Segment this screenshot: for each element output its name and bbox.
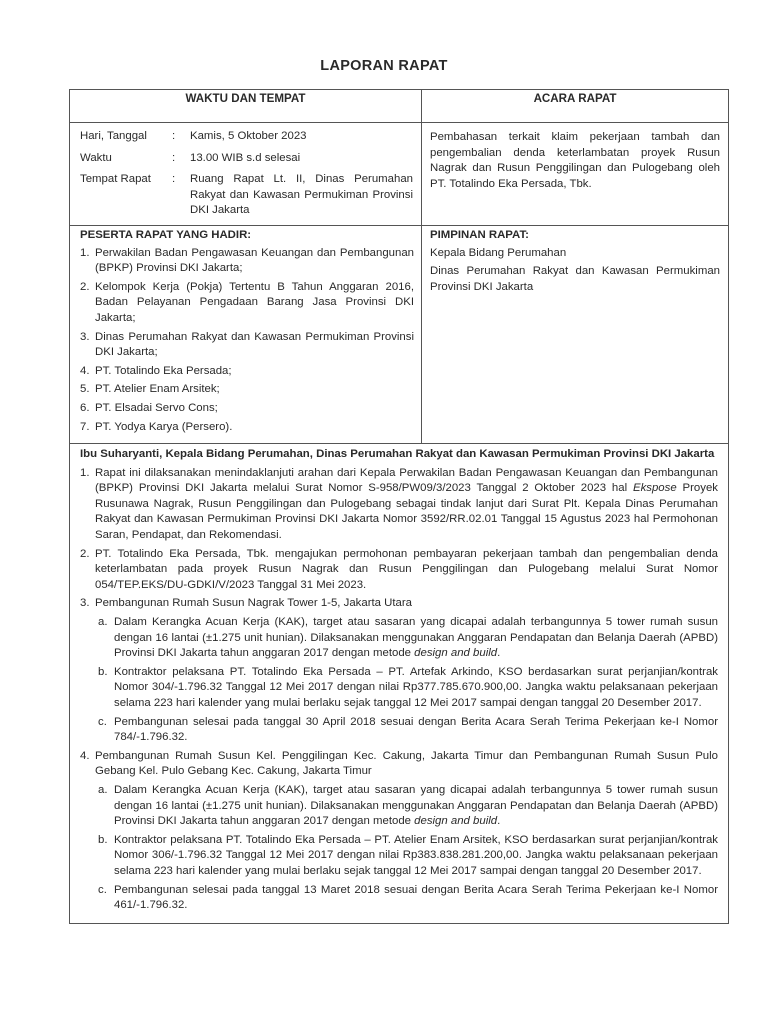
sub-text-part: . xyxy=(497,815,501,828)
point-4-sub-c xyxy=(95,883,718,914)
sub-text-part: Dalam Kerangka Acuan Kerja (KAK), target atau sasaran yang dicapai adalah terbangunnya 5 tower rumah susun dengan 16 lantai (±1.275 unit hunian). Dilaksanakan menggunakan Anggaran Pendapatan dan Belanja Daerah (APBD) Provinsi DKI Jakarta tahun anggaran 2017 dengan metode xyxy=(114,783,718,828)
info-time xyxy=(80,151,413,167)
point-number: 2. xyxy=(80,547,90,560)
point-text: PT. Totalindo Eka Persada, Tbk. mengajukan permohonan pembayaran pekerjaan tambah dan pengembalian denda keterlambatan pada proyek Rusun Nagrak dan Rusun Penggilingan dan Pulogebang melalui Surat Nomor 054/TEP.EKS/DU-GDKI/V/2023 Tanggal 31 Mei 2023. xyxy=(95,547,718,591)
point-number: 4. xyxy=(80,749,90,762)
speaker-heading: Ibu Suharyanti, Kepala Bidang Perumahan, Dinas Perumahan Rakyat dan Kawasan Permukiman Provinsi DKI Jakarta xyxy=(80,448,715,461)
info-date-value: Kamis, 5 Oktober 2023 xyxy=(190,130,307,142)
point-text-part: Rapat ini dilaksanakan menindaklanjuti arahan dari Kepala Perwakilan Badan Pengawasan Keuangan dan Pembangunan (BPKP) Provinsi DKI Jakarta melalui Surat Nomor S-958/PW09/3/2023 Tanggal 2 Oktober 2023 hal xyxy=(95,466,718,495)
sub-text xyxy=(114,783,718,830)
point-3-sub-a xyxy=(95,615,718,662)
participant-text: Dinas Perumahan Rakyat dan Kawasan Permukiman Provinsi DKI Jakarta; xyxy=(95,330,414,359)
participant-text: Perwakilan Badan Pengawasan Keuangan dan Pembangunan (BPKP) Provinsi DKI Jakarta; xyxy=(95,246,414,275)
header-acara-rapat: ACARA RAPAT xyxy=(422,90,729,123)
sub-text: Kontraktor pelaksana PT. Totalindo Eka Persada – PT. Atelier Enam Arsitek, KSO berdasarkan surat perjanjian/kontrak Nomor 306/-1.796.32 Tanggal 12 Mei 2017 dengan nilai Rp383.838.281.200,00. Jangka waktu pelaksanaan pekerjaan selama 223 hari kalender yang mulai berlaku sejak tanggal 12 Mei 2017 sampai dengan tanggal 20 Desember 2017. xyxy=(114,833,718,877)
participant-text: PT. Atelier Enam Arsitek; xyxy=(95,383,220,396)
list-number: 2. xyxy=(80,280,90,293)
point-text: Pembangunan Rumah Susun Nagrak Tower 1-5, Jakarta Utara xyxy=(95,597,413,610)
participant-text: PT. Yodya Karya (Persero). xyxy=(95,420,233,433)
meeting-report-table xyxy=(69,89,729,924)
agenda-text: Pembahasan terkait klaim pekerjaan tambah dan pengembalian denda keterlambatan proyek Rusun Nagrak dan Rusun Penggilingan dan Pulogebang oleh PT. Totalindo Eka Persada, Tbk. xyxy=(422,123,729,226)
point-4-sub-a xyxy=(95,783,718,830)
info-place xyxy=(80,172,413,219)
participant-text: Kelompok Kerja (Pokja) Tertentu B Tahun Anggaran 2016, Badan Pelayanan Pengadaan Barang Jasa Provinsi DKI Jakarta; xyxy=(95,280,414,324)
info-time-value: 13.00 WIB s.d selesai xyxy=(190,151,301,164)
meeting-time-place xyxy=(70,123,422,226)
meeting-chair-cell xyxy=(422,225,729,443)
participants-row xyxy=(70,225,729,443)
meeting-chair-position: Kepala Bidang Perumahan xyxy=(430,246,567,259)
info-separator: : xyxy=(172,130,176,142)
sub-text: Pembangunan selesai pada tanggal 13 Maret 2018 sesuai dengan Berita Acara Serah Terima Pekerjaan ke-I Nomor 461/-1.796.32. xyxy=(114,883,718,912)
list-number: 4. xyxy=(80,364,90,377)
info-date xyxy=(80,129,413,145)
info-place-value: Ruang Rapat Lt. II, Dinas Perumahan Rakyat dan Kawasan Permukiman Provinsi DKI Jakarta xyxy=(190,173,413,217)
point-1 xyxy=(80,466,718,544)
participant-item xyxy=(80,280,414,327)
sub-letter: a. xyxy=(98,783,108,796)
point-text xyxy=(95,466,718,544)
document-title: LAPORAN RAPAT xyxy=(320,58,448,74)
participant-text: PT. Elsadai Servo Cons; xyxy=(95,401,218,414)
point-text: Pembangunan Rumah Susun Kel. Penggilingan Kec. Cakung, Jakarta Timur dan Pembangunan Rumah Susun Pulo Gebang Kel. Pulo Gebang Kec. Cakung, Jakarta Timur xyxy=(95,749,718,778)
point-3 xyxy=(80,596,718,612)
point-number: 1. xyxy=(80,466,90,479)
info-separator: : xyxy=(172,151,176,164)
point-4 xyxy=(80,749,718,780)
point-number: 3. xyxy=(80,597,90,610)
sub-text: Pembangunan selesai pada tanggal 30 April 2018 sesuai dengan Berita Acara Serah Terima Pekerjaan ke-I Nomor 784/-1.796.32. xyxy=(114,715,718,744)
meeting-chair-title: PIMPINAN RAPAT: xyxy=(430,228,529,241)
info-separator: : xyxy=(172,173,176,186)
participant-text: PT. Totalindo Eka Persada; xyxy=(95,364,232,377)
list-number: 3. xyxy=(80,330,90,343)
point-text-emphasis: Ekspose xyxy=(632,482,677,495)
header-waktu-tempat: WAKTU DAN TEMPAT xyxy=(70,90,422,123)
list-number: 7. xyxy=(80,420,90,433)
info-place-label: Tempat Rapat xyxy=(80,173,151,186)
point-3-sub-c xyxy=(95,715,718,746)
discussion-cell xyxy=(70,444,729,924)
point-3-sub-b xyxy=(95,665,718,712)
info-date-label: Hari, Tanggal xyxy=(80,130,147,142)
participant-item xyxy=(80,420,414,436)
list-number: 1. xyxy=(80,246,90,259)
sub-letter: c. xyxy=(98,883,107,896)
participant-item xyxy=(80,364,414,380)
point-4-sub-b xyxy=(95,833,718,880)
point-2 xyxy=(80,547,718,594)
participant-item xyxy=(80,401,414,417)
list-number: 5. xyxy=(80,383,90,396)
sub-text xyxy=(114,615,718,662)
sub-letter: b. xyxy=(98,833,108,846)
participants-cell xyxy=(70,225,422,443)
point-text-part: Proyek Rusunawa Nagrak, Rusun Penggilingan dan Pulogebang sebagai tindak lanjut dari Surat Plt. Kepala Dinas Perumahan Rakyat dan Kawasan Permukiman Provinsi DKI Jakarta Nomor 3592/RR.02.01 Tanggal 15 Agustus 2023 hal Permohonan Saran, Pendapat, dan Rekomendasi. xyxy=(95,482,718,542)
sub-text-part: . xyxy=(497,647,501,660)
discussion-row xyxy=(70,444,729,924)
participant-item xyxy=(80,246,414,277)
sub-text: Kontraktor pelaksana PT. Totalindo Eka Persada – PT. Artefak Arkindo, KSO berdasarkan surat perjanjian/kontrak Nomor 304/-1.796.32 Tanggal 12 Mei 2017 dengan nilai Rp377.785.670.900,00. Jangka waktu pelaksanaan pekerjaan selama 223 hari kalender yang mulai berlaku sejak tanggal 12 Mei 2017 sampai dengan tanggal 20 Desember 2017. xyxy=(114,665,718,709)
sub-letter: a. xyxy=(98,616,108,629)
meeting-chair-agency: Dinas Perumahan Rakyat dan Kawasan Permukiman Provinsi DKI Jakarta xyxy=(430,265,720,293)
header-row xyxy=(70,90,729,123)
list-number: 6. xyxy=(80,401,90,414)
participants-title: PESERTA RAPAT YANG HADIR: xyxy=(80,228,252,241)
sub-letter: c. xyxy=(98,715,107,728)
sub-text-part: Dalam Kerangka Acuan Kerja (KAK), target atau sasaran yang dicapai adalah terbangunnya 5 tower rumah susun dengan 16 lantai (±1.275 unit hunian). Dilaksanakan menggunakan Anggaran Pendapatan dan Belanja Daerah (APBD) Provinsi DKI Jakarta tahun anggaran 2017 dengan metode xyxy=(114,616,718,660)
info-row-group xyxy=(70,123,729,226)
sub-text-emphasis: design and build xyxy=(414,647,498,660)
participant-item xyxy=(80,330,414,361)
sub-text-emphasis: design and build xyxy=(414,815,498,828)
sub-letter: b. xyxy=(98,665,108,678)
participant-item xyxy=(80,382,414,398)
info-time-label: Waktu xyxy=(80,151,112,164)
participants-list xyxy=(80,246,414,436)
